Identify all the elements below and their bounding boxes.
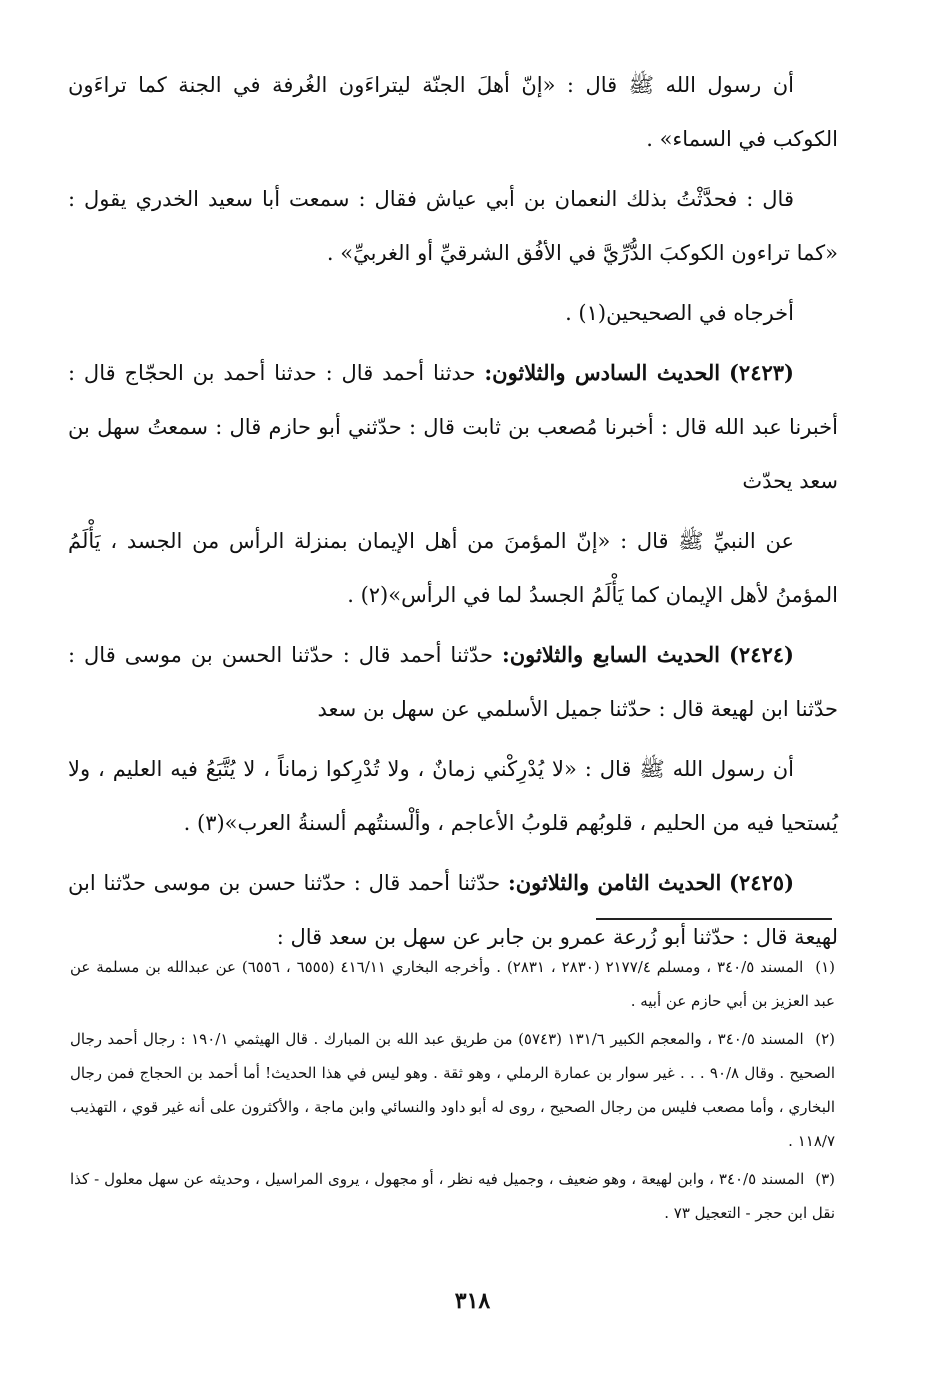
footnote-3 <box>70 1162 835 1230</box>
paragraph-text: قال : فحدَّثْتُ بذلك النعمان بن أبي عياش فقال : سمعت أبا سعيد الخدري يقول : «كما تراءون الكوكبَ الدُّرِّيَّ في الأفُق الشرقيِّ أو الغربيِّ» . <box>68 187 838 265</box>
paragraph-text: عن النبيِّ ﷺ قال : «إنّ المؤمنَ من أهل الإيمان بمنزلة الرأس من الجسد ، يَأْلَمُ المؤمنُ لأهل الإيمان كما يَأْلَمُ الجسدُ لما في الرأس»(٢) . <box>68 529 838 607</box>
footnote-number: (٣) <box>815 1170 835 1188</box>
hadith-heading: الحديث السابع والثلاثون: <box>502 642 720 667</box>
hadith-number: (٢٤٢٣) <box>728 360 794 385</box>
footnote-text: المسند ٣٤٠/٥ ، ومسلم ٢١٧٧/٤ (٢٨٣٠ ، ٢٨٣١) . وأخرجه البخاري ٤١٦/١١ (٦٥٥٥ ، ٦٥٥٦) عن عبدالله بن مسلمة عن عبد العزيز بن أبي حازم عن أبيه . <box>70 958 835 1010</box>
hadith-text: حدّثنا أحمد قال : حدّثنا الحسن بن موسى قال : حدّثنا ابن لهيعة قال : حدّثنا جميل الأسلمي عن سهل بن سعد <box>68 643 838 721</box>
hadith-number: (٢٤٢٥) <box>729 870 794 895</box>
footnote-1 <box>70 950 835 1018</box>
footnote-number: (١) <box>815 958 835 976</box>
hadith-heading: الحديث السادس والثلاثون: <box>484 360 721 385</box>
footnote-2 <box>70 1022 835 1158</box>
footnote-text: المسند ٣٤٠/٥ ، وابن لهيعة ، وهو ضعيف ، وجميل فيه نظر ، أو مجهول ، يروى المراسيل ، وحديثه عن سهل معلول - كذا نقل ابن حجر - التعجيل ٧٣ . <box>70 1170 835 1222</box>
paragraph-text: أن رسول الله ﷺ قال : «إنّ أهلَ الجنّة ليتراءَون الغُرفة في الجنة كما تراءَون الكوكب في السماء» . <box>68 73 838 151</box>
footnote-number: (٢) <box>815 1030 835 1048</box>
footnote-separator <box>596 918 832 920</box>
hadith-heading: الحديث الثامن والثلاثون: <box>508 870 722 895</box>
hadith-2423 <box>68 346 838 508</box>
footnotes <box>70 950 835 1234</box>
hadith-text: حدّثنا أحمد قال : حدّثنا حسن بن موسى حدّثنا ابن لهيعة قال : حدّثنا أبو زُرعة عمرو بن جابر عن سهل بن سعد قال : <box>68 871 838 949</box>
paragraph-text: أن رسول الله ﷺ قال : «لا يُدْرِكْني زمانٌ ، ولا تُدْرِكوا زماناً ، لا يُتَّبَعُ فيه العليم ، ولا يُستحيا فيه من الحليم ، قلوبُهم قلوبُ الأعاجم ، وألْسنتُهم ألسنةُ العرب»(٣) . <box>68 757 838 835</box>
paragraph-7 <box>68 742 838 850</box>
footnote-text: المسند ٣٤٠/٥ ، والمعجم الكبير ١٣١/٦ (٥٧٤٣) من طريق عبد الله بن المبارك . قال الهيثمي ١٩٠/١ : رجال أحمد رجال الصحيح . وقال ٩٠/٨ . . . غير سوار بن عمارة الرملي ، وهو ثقة . وهو ليس في هذا الحديث! أما أحمد بن الحجاج فمن رجال البخاري ، وأما مصعب فليس من رجال الصحيح ، روى له أبو داود والنسائي وابن ماجة ، والأكثرون على أنه غير قوي ، التهذيب ١١٨/٧ . <box>70 1030 836 1150</box>
hadith-text: حدثنا أحمد قال : حدثنا أحمد بن الحجّاج قال : أخبرنا عبد الله قال : أخبرنا مُصعب بن ثابت قال : حدّثني أبو حازم قال : سمعتُ سهل بن سعد يحدّث <box>68 361 838 493</box>
main-text <box>68 58 838 970</box>
hadith-2424 <box>68 628 838 736</box>
paragraph-5 <box>68 514 838 622</box>
hadith-2425 <box>68 856 838 964</box>
paragraph-2 <box>68 172 838 280</box>
page-number: ٣١٨ <box>454 1288 491 1314</box>
paragraph-text: أخرجاه في الصحيحين(١) . <box>565 301 794 325</box>
hadith-number: (٢٤٢٤) <box>728 642 794 667</box>
paragraph-1 <box>68 58 838 166</box>
paragraph-3 <box>68 286 838 340</box>
